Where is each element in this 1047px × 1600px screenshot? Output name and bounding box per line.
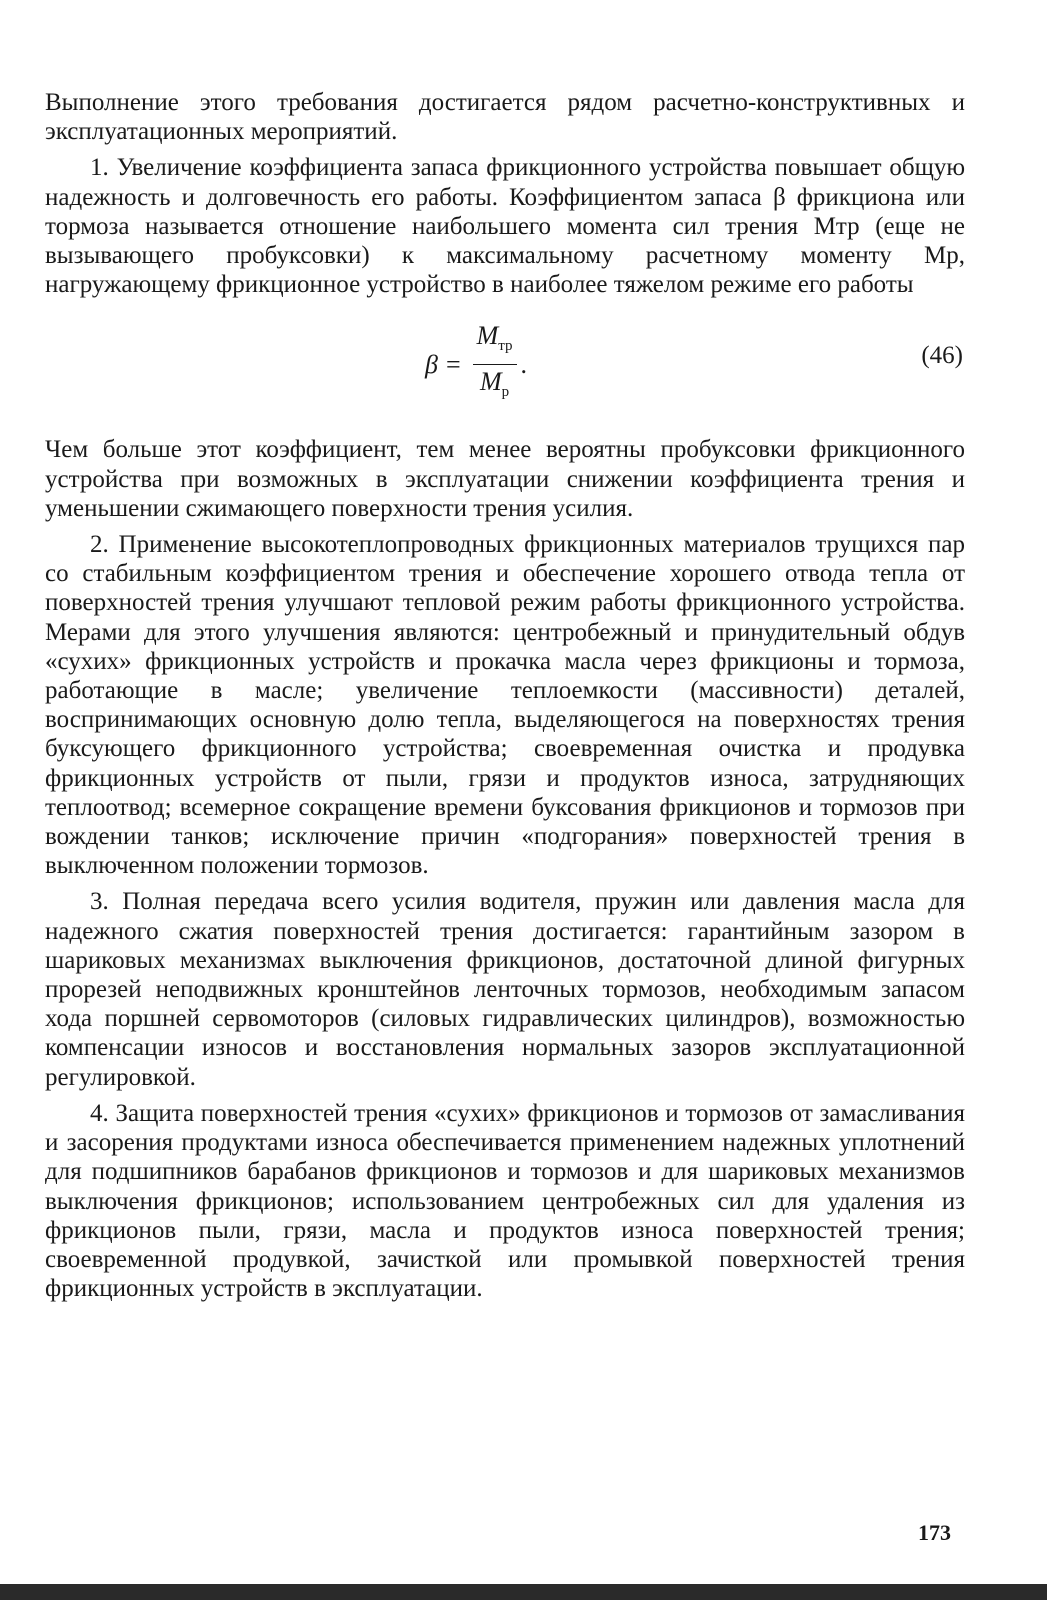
paragraph-2: 2. Применение высокотеплопроводных фрикционных материалов трущихся пар со стабильным коэффициентом трения и обеспечение хорошего отвода тепла от поверхностей трения улучшают тепловой режим работы фрикционного устройства. Мерами для этого улучшения являются: центробежный и принудительный обдув «сухих» фрикционных устройств и прокачка масла через фрикционы и тормоза, работающие в масле; увеличение теплоемкости (массивности) деталей, воспринимающих основную долю тепла, выделяющегося на поверхностях трения буксующего фрикционного устройства; своевременная очистка и продувка фрикционных устройств от пыли, грязи и продуктов износа, затрудняющих теплоотвод; всемерное сокращение времени буксования фрикционов и тормозов при вождении танков; исключение причин «подгорания» поверхностей трения в выключенном положении тормозов. xyxy=(45,531,965,880)
formula-equals: = xyxy=(445,349,461,379)
intro-paragraph: Выполнение этого требования достигается рядом расчетно-конструктивных и эксплуатационных мероприятий. xyxy=(45,89,965,146)
document-page xyxy=(45,88,965,1310)
numerator-subscript: тр xyxy=(498,338,513,355)
equation-number: (46) xyxy=(921,342,963,370)
formula-expression xyxy=(425,321,527,407)
numerator-symbol: M xyxy=(476,321,499,351)
formula-fraction xyxy=(473,321,517,407)
paragraph-3: 3. Полная передача всего усилия водителя, пружин или давления масла для надежного сжатия поверхностей трения достигается: гарантийным зазором в шариковых механизмах выключения фрикционов, достаточной длиной фигурных прорезей неподвижных кронштейнов ленточных тормозов, необходимым запасом хода поршней сервомоторов (силовых гидравлических цилиндров), возможностью компенсации износов и восстановления нормальных зазоров эксплуатационной регулировкой. xyxy=(45,888,965,1091)
page-number: 173 xyxy=(918,1520,951,1545)
paragraph-1: 1. Увеличение коэффициента запаса фрикционного устройства повышает общую надежность и долговечность его работы. Коэффициентом запаса β фрикциона или тормоза называется отношение наибольшего момента сил трения Mтр (еще не вызывающего пробуксовки) к максимальному расчетному моменту Mр, нагружающему фрикционное устройство в наиболее тяжелом режиме его работы xyxy=(45,154,965,299)
formula-46 xyxy=(45,313,965,425)
formula-denominator xyxy=(476,365,513,407)
scan-bottom-edge xyxy=(0,1584,1047,1600)
formula-numerator xyxy=(473,321,517,364)
denominator-subscript: р xyxy=(501,384,510,400)
formula-period: . xyxy=(520,349,528,379)
paragraph-after-formula: Чем больше этот коэффициент, тем менее вероятны пробуксовки фрикционного устройства при возможных в эксплуатации снижении коэффициента трения и уменьшении сжимающего поверхности трения усилия. xyxy=(45,436,965,522)
denominator-symbol: M xyxy=(480,366,502,396)
formula-beta: β xyxy=(425,349,438,379)
paragraph-4: 4. Защита поверхностей трения «сухих» фрикционов и тормозов от замасливания и засорения продуктами износа обеспечивается применением надежных уплотнений для подшипников барабанов фрикционов и тормозов и для шариковых механизмов выключения фрикционов; использованием центробежных сил для удаления из фрикционов пыли, грязи, масла и продуктов износа поверхностей трения; своевременной продувкой, зачисткой или промывкой поверхностей трения фрикционных устройств в эксплуатации. xyxy=(45,1099,965,1303)
